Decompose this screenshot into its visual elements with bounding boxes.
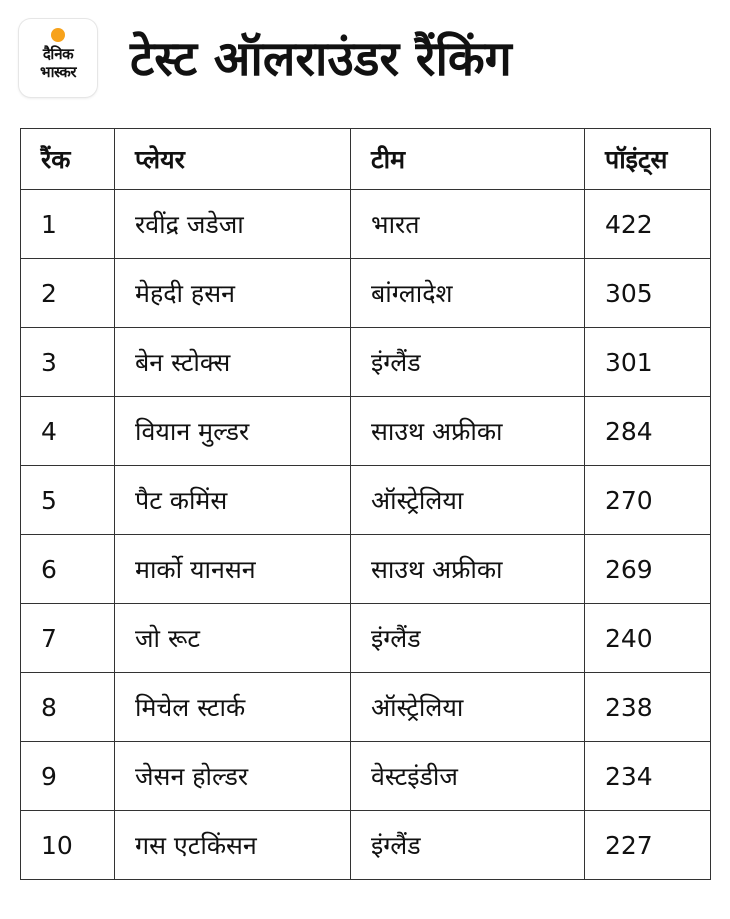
points-cell: 301 bbox=[585, 328, 711, 397]
table-row bbox=[21, 328, 711, 397]
sun-icon bbox=[51, 28, 65, 42]
rank-cell: 2 bbox=[21, 259, 115, 328]
header-rank: रैंक bbox=[21, 129, 115, 190]
team-cell: वेस्टइंडीज bbox=[351, 742, 585, 811]
rank-cell: 6 bbox=[21, 535, 115, 604]
logo-text-line1: दैनिक bbox=[42, 45, 74, 63]
player-cell: गस एटकिंसन bbox=[115, 811, 351, 880]
points-cell: 240 bbox=[585, 604, 711, 673]
logo-text-line2: भास्कर bbox=[40, 63, 76, 81]
table-row bbox=[21, 604, 711, 673]
player-cell: मार्को यानसन bbox=[115, 535, 351, 604]
team-cell: साउथ अफ्रीका bbox=[351, 535, 585, 604]
header-player: प्लेयर bbox=[115, 129, 351, 190]
rank-cell: 4 bbox=[21, 397, 115, 466]
header-team: टीम bbox=[351, 129, 585, 190]
points-cell: 422 bbox=[585, 190, 711, 259]
points-cell: 238 bbox=[585, 673, 711, 742]
rank-cell: 7 bbox=[21, 604, 115, 673]
table-row bbox=[21, 397, 711, 466]
table-row bbox=[21, 190, 711, 259]
rank-cell: 1 bbox=[21, 190, 115, 259]
player-cell: जेसन होल्डर bbox=[115, 742, 351, 811]
points-cell: 269 bbox=[585, 535, 711, 604]
rank-cell: 3 bbox=[21, 328, 115, 397]
team-cell: ऑस्ट्रेलिया bbox=[351, 466, 585, 535]
table-header-row bbox=[21, 129, 711, 190]
points-cell: 227 bbox=[585, 811, 711, 880]
player-cell: वियान मुल्डर bbox=[115, 397, 351, 466]
team-cell: ऑस्ट्रेलिया bbox=[351, 673, 585, 742]
table-row bbox=[21, 742, 711, 811]
points-cell: 305 bbox=[585, 259, 711, 328]
rank-cell: 8 bbox=[21, 673, 115, 742]
rank-cell: 9 bbox=[21, 742, 115, 811]
dainik-bhaskar-logo bbox=[19, 19, 97, 97]
points-cell: 270 bbox=[585, 466, 711, 535]
team-cell: इंग्लैंड bbox=[351, 604, 585, 673]
header-points: पॉइंट्स bbox=[585, 129, 711, 190]
player-cell: मेहदी हसन bbox=[115, 259, 351, 328]
table-row bbox=[21, 535, 711, 604]
team-cell: इंग्लैंड bbox=[351, 811, 585, 880]
team-cell: इंग्लैंड bbox=[351, 328, 585, 397]
player-cell: पैट कमिंस bbox=[115, 466, 351, 535]
table-row bbox=[21, 811, 711, 880]
team-cell: भारत bbox=[351, 190, 585, 259]
table-row bbox=[21, 673, 711, 742]
player-cell: बेन स्टोक्स bbox=[115, 328, 351, 397]
rank-cell: 5 bbox=[21, 466, 115, 535]
points-cell: 234 bbox=[585, 742, 711, 811]
player-cell: जो रूट bbox=[115, 604, 351, 673]
ranking-table bbox=[20, 128, 711, 880]
table-row bbox=[21, 466, 711, 535]
points-cell: 284 bbox=[585, 397, 711, 466]
team-cell: साउथ अफ्रीका bbox=[351, 397, 585, 466]
table-row bbox=[21, 259, 711, 328]
team-cell: बांग्लादेश bbox=[351, 259, 585, 328]
player-cell: मिचेल स्टार्क bbox=[115, 673, 351, 742]
page-title: टेस्ट ऑलराउंडर रैंकिंग bbox=[130, 31, 512, 87]
player-cell: रवींद्र जडेजा bbox=[115, 190, 351, 259]
rank-cell: 10 bbox=[21, 811, 115, 880]
